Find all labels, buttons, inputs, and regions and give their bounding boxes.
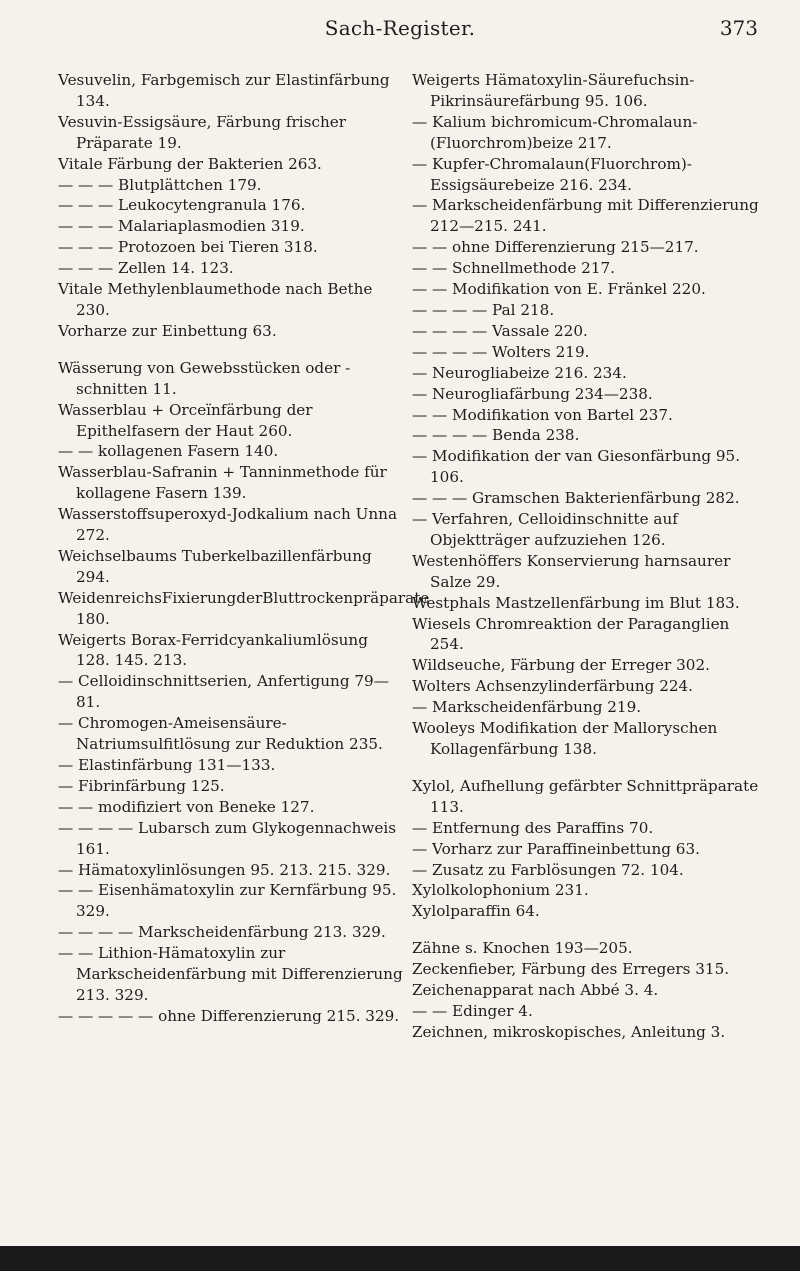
index-entry: Weigerts Hämatoxylin-Säurefuchsin-Pikrinsäurefärbung 95. 106. [412, 71, 695, 110]
index-entry: — — Modifikation von Bartel 237. [412, 405, 673, 424]
index-entry: — Verfahren, Celloidinschnitte auf Objektträger aufzuziehen 126. [412, 510, 678, 549]
index-entry: Wasserstoffsuperoxyd-Jodkalium nach Unna 272. [58, 505, 398, 545]
index-entry: — — — Malariaplasmodien 319. [58, 217, 305, 236]
index-entry: — — — — Wolters 219. [412, 342, 590, 361]
index-entry: — — modifiziert von Beneke 127. [58, 797, 315, 816]
index-entry: — — Lithion-Hämatoxylin zur Markscheidenfärbung mit Differenzierung 213. 329. [58, 944, 403, 1004]
index-column-right [412, 70, 762, 1043]
index-entry: Wässerung von Gewebsstücken oder -schnitten 11. [58, 358, 351, 398]
index-entry: Vorharze zur Einbettung 63. [58, 321, 277, 340]
index-entry: — Vorharz zur Paraffineinbettung 63. [412, 839, 700, 858]
page-number: 373 [719, 16, 758, 40]
index-entry: Weigerts Borax-Ferridcyankaliumlösung 128. 145. 213. [58, 630, 368, 670]
index-entry: — Hämatoxylinlösungen 95. 213. 215. 329. [58, 860, 391, 879]
index-entry: Vesuvin-Essigsäure, Färbung frischer Präparate 19. [58, 112, 346, 152]
index-entry: — Markscheidenfärbung mit Differenzierung 212—215. 241. [412, 196, 759, 236]
index-entry: — Zusatz zu Farblösungen 72. 104. [412, 860, 684, 879]
index-entry: — — — Leukocytengranula 176. [58, 196, 306, 215]
index-entry: — Fibrinfärbung 125. [58, 776, 225, 795]
index-entry: Wooleys Modifikation der Malloryschen Kollagenfärbung 138. [412, 719, 718, 758]
index-entry: — — — — Benda 238. [412, 426, 580, 445]
index-entry: — Elastinfärbung 131—133. [58, 756, 276, 774]
index-entry: Weichselbaums Tuberkelbazillenfärbung 294. [58, 546, 372, 586]
index-entry: Wasserblau-Safranin + Tanninmethode für kollagene Fasern 139. [58, 463, 387, 503]
page-header [0, 16, 800, 48]
index-column-left [58, 70, 430, 1027]
index-entry: Vitale Färbung der Bakterien 263. [58, 154, 322, 173]
index-entry: — — — Zellen 14. 123. [58, 259, 234, 278]
index-entry: Zeckenfieber, Färbung des Erregers 315. [412, 960, 730, 979]
index-entry: — — Eisenhämatoxylin zur Kernfärbung 95. 329. [58, 881, 397, 921]
index-entry: — — — Protozoen bei Tieren 318. [58, 238, 318, 257]
index-entry: Xylolkolophonium 231. [412, 881, 589, 900]
index-entry: Zähne s. Knochen 193—205. [412, 939, 633, 958]
index-entry: — Kupfer-Chromalaun(Fluorchrom)-Essigsäurebeize 216. 234. [412, 154, 692, 194]
index-entry: — — — — Pal 218. [412, 300, 555, 319]
index-entry: — — Edinger 4. [412, 1001, 533, 1020]
index-entry: Xylolparaffin 64. [412, 902, 540, 921]
index-entry: — Neurogliabeize 216. 234. [412, 363, 627, 382]
index-entry: — — kollagenen Fasern 140. [58, 442, 279, 461]
index-entry: — — — — Vassale 220. [412, 321, 588, 340]
index-entry: — Neurogliafärbung 234—238. [412, 384, 653, 403]
index-entry: Wolters Achsenzylinderfärbung 224. [412, 677, 694, 696]
index-entry: — Modifikation der van Giesonfärbung 95. 106. [412, 447, 741, 487]
index-entry: — Kalium bichromicum-Chromalaun-(Fluorchrom)beize 217. [412, 112, 698, 152]
index-entry: WeidenreichsFixierungderBluttrockenpräparate 180. [58, 588, 430, 628]
index-entry: — Chromogen-Ameisensäure-Natriumsulfitlösung zur Reduktion 235. [58, 714, 383, 754]
index-entry: Wasserblau + Orceïnfärbung der Epithelfasern der Haut 260. [58, 400, 313, 440]
index-entry: Wildseuche, Färbung der Erreger 302. [412, 656, 710, 675]
index-entry: Westenhöffers Konservierung harnsaurer Salze 29. [412, 551, 731, 591]
index-entry: — — Schnellmethode 217. [412, 259, 615, 278]
running-title: Sach-Register. [324, 16, 476, 40]
index-entry: — — ohne Differenzierung 215—217. [412, 238, 699, 257]
index-entry: Zeichnen, mikroskopisches, Anleitung 3. [412, 1022, 726, 1041]
index-entry: Vitale Methylenblaumethode nach Bethe 230. [58, 280, 373, 319]
index-entry: — Celloidinschnittserien, Anfertigung 79—81. [58, 672, 389, 712]
index-entry: — — Modifikation von E. Fränkel 220. [412, 280, 706, 299]
index-entry: Zeichenapparat nach Abbé 3. 4. [412, 981, 659, 1000]
page-bottom-edge [0, 1246, 800, 1271]
index-entry: — — — Gramschen Bakterienfärbung 282. [412, 489, 740, 508]
index-entry: Xylol, Aufhellung gefärbter Schnittpräparate 113. [412, 776, 759, 816]
index-entry: — — — — — ohne Differenzierung 215. 329. [58, 1006, 400, 1025]
index-entry: Wiesels Chromreaktion der Paraganglien 254. [412, 614, 730, 654]
index-entry: — — — — Lubarsch zum Glykogennachweis 161. [58, 818, 397, 858]
index-entry: Vesuvelin, Farbgemisch zur Elastinfärbung 134. [58, 71, 390, 110]
index-entry: — — — Blutplättchen 179. [58, 175, 262, 194]
index-entry: Westphals Mastzellenfärbung im Blut 183. [412, 593, 740, 612]
index-entry: — Entfernung des Paraffins 70. [412, 818, 654, 837]
index-entry: — Markscheidenfärbung 219. [412, 698, 642, 717]
index-entry: — — — — Markscheidenfärbung 213. 329. [58, 923, 386, 942]
